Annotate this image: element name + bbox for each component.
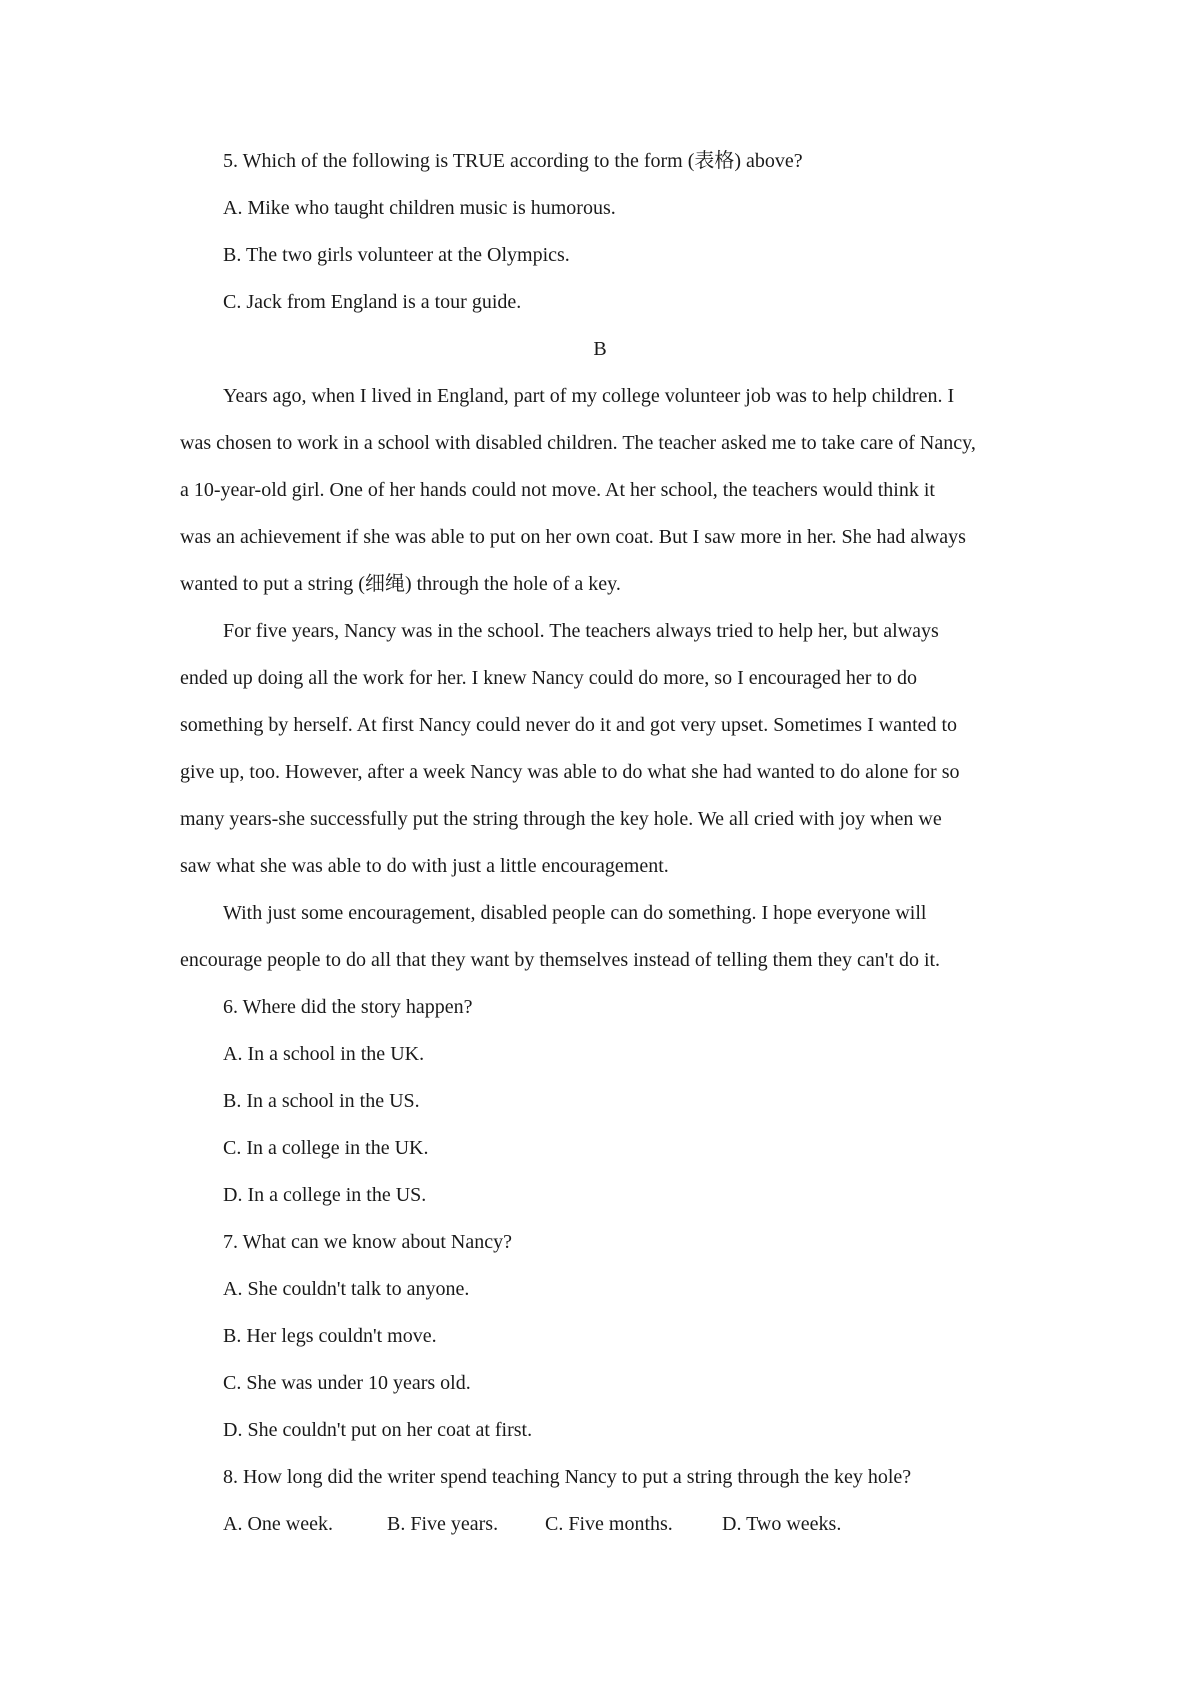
q5-option-c: C. Jack from England is a tour guide. (223, 291, 522, 313)
q6-option-d: D. In a college in the US. (223, 1184, 427, 1206)
q8-option-b: B. Five years. (387, 1513, 499, 1535)
q8-option-c: C. Five months. (545, 1513, 673, 1535)
q5-option-b: B. The two girls volunteer at the Olympics. (223, 244, 570, 266)
q6-option-b: B. In a school in the US. (223, 1090, 420, 1112)
q8-option-d: D. Two weeks. (722, 1513, 842, 1535)
q5-stem: 5. Which of the following is TRUE according to the form (表格) above? (223, 150, 803, 172)
q8-stem: 8. How long did the writer spend teaching Nancy to put a string through the key hole? (223, 1466, 912, 1488)
q7-option-b: B. Her legs couldn't move. (223, 1325, 437, 1347)
q6-stem: 6. Where did the story happen? (223, 996, 473, 1018)
q7-option-d: D. She couldn't put on her coat at first. (223, 1419, 533, 1441)
q5-option-a: A. Mike who taught children music is humorous. (223, 197, 616, 219)
section-b-heading: B (593, 338, 607, 360)
passage-line: saw what she was able to do with just a little encouragement. (180, 855, 669, 877)
passage-line: a 10-year-old girl. One of her hands could not move. At her school, the teachers would think it (180, 479, 935, 501)
passage-line: With just some encouragement, disabled people can do something. I hope everyone will (223, 902, 927, 924)
passage-line: was chosen to work in a school with disabled children. The teacher asked me to take care of Nancy, (180, 432, 976, 454)
q7-option-a: A. She couldn't talk to anyone. (223, 1278, 470, 1300)
passage-line: Years ago, when I lived in England, part of my college volunteer job was to help children. I (223, 385, 955, 407)
passage-line: was an achievement if she was able to put on her own coat. But I saw more in her. She had always (180, 526, 966, 548)
q8-option-a: A. One week. (223, 1513, 333, 1535)
q7-stem: 7. What can we know about Nancy? (223, 1231, 512, 1253)
passage-line: wanted to put a string (细绳) through the hole of a key. (180, 573, 621, 595)
passage-line: many years-she successfully put the string through the key hole. We all cried with joy when we (180, 808, 942, 830)
passage-line: give up, too. However, after a week Nancy was able to do what she had wanted to do alone for so (180, 761, 960, 783)
q8-options (223, 1511, 841, 1537)
passage-line: encourage people to do all that they want by themselves instead of telling them they can't do it. (180, 949, 941, 971)
passage-line: ended up doing all the work for her. I knew Nancy could do more, so I encouraged her to do (180, 667, 918, 689)
passage-line: For five years, Nancy was in the school. The teachers always tried to help her, but always (223, 620, 939, 642)
q7-option-c: C. She was under 10 years old. (223, 1372, 471, 1394)
q6-option-c: C. In a college in the UK. (223, 1137, 429, 1159)
passage-line: something by herself. At first Nancy could never do it and got very upset. Sometimes I wanted to (180, 714, 958, 736)
q6-option-a: A. In a school in the UK. (223, 1043, 425, 1065)
